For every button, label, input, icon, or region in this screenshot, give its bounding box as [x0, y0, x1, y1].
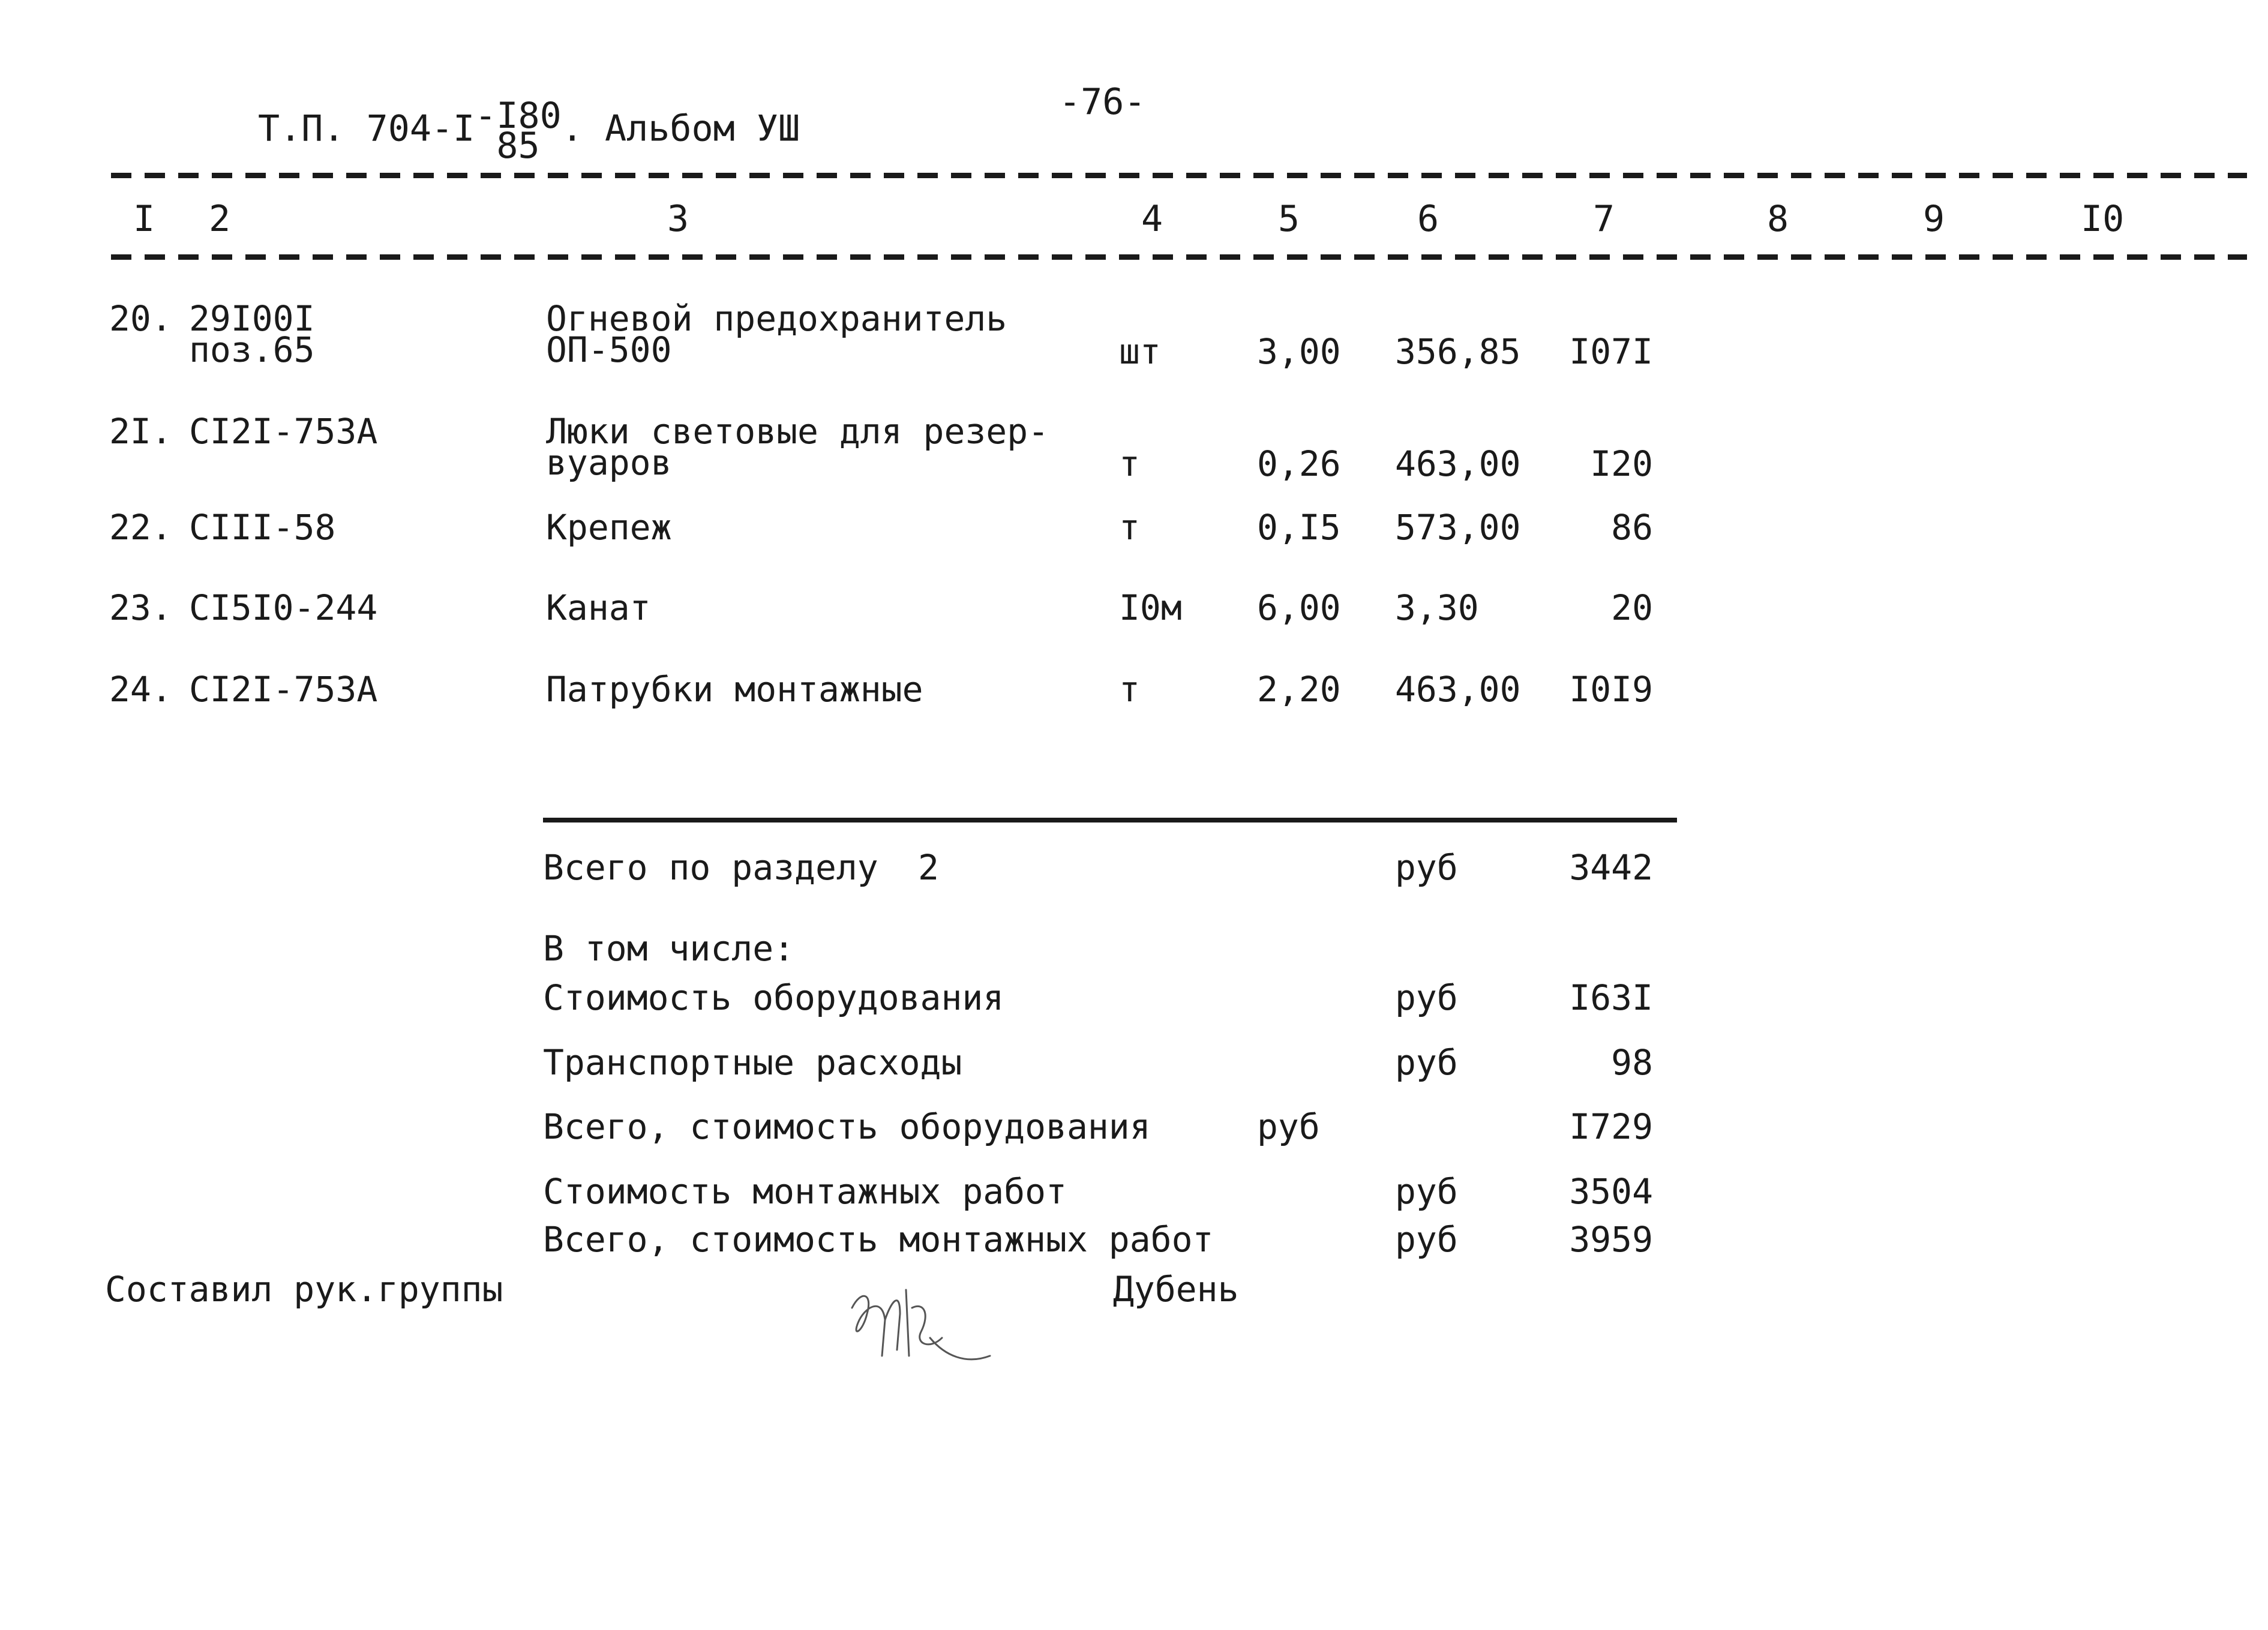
column-number: 3: [667, 198, 689, 240]
row-unit: шт: [1119, 331, 1161, 372]
summary-line-value: 3959: [1569, 1219, 1653, 1260]
section-total-value: 3442: [1569, 847, 1653, 888]
header-rule-top: [111, 173, 2247, 178]
row-price: 573,00: [1395, 507, 1521, 548]
column-number: 6: [1417, 198, 1439, 240]
row-name: Огневой предохранитель: [546, 298, 1007, 339]
row-name: Крепеж: [546, 507, 672, 548]
row-price: 463,00: [1395, 443, 1521, 484]
row-total: 20: [1611, 587, 1653, 628]
summary-line-label: Всего, стоимость оборудования: [543, 1106, 1151, 1147]
row-unit: т: [1119, 669, 1140, 710]
summary-line-value: I729: [1569, 1106, 1653, 1147]
row-code: CIII-58: [189, 507, 336, 548]
section-total-label: Всего по разделу: [543, 847, 878, 888]
row-price: 463,00: [1395, 669, 1521, 710]
doc-ref-numerator: -I80: [475, 95, 562, 137]
row-name: Патрубки монтажные: [546, 669, 923, 710]
row-number: 22.: [109, 507, 172, 548]
row-quantity: 2,20: [1257, 669, 1341, 710]
row-code-detail: поз.65: [189, 329, 315, 370]
summary-line-label: Стоимость монтажных работ: [543, 1171, 1067, 1212]
document-reference: Т.П. 704-I -I80 85 . Альбом УШ: [258, 95, 800, 167]
row-quantity: 6,00: [1257, 587, 1341, 628]
row-quantity: 3,00: [1257, 331, 1341, 372]
doc-ref-prefix: Т.П. 704-I: [258, 107, 475, 150]
page-number: -76-: [1059, 81, 1146, 123]
row-total: I07I: [1569, 331, 1653, 372]
summary-rule: [543, 818, 1677, 822]
row-number: 20.: [109, 298, 172, 339]
doc-ref-denominator: 85: [496, 125, 540, 167]
summary-line-label: Стоимость оборудования: [543, 977, 1004, 1018]
column-number: I: [133, 198, 155, 240]
row-number: 23.: [109, 587, 172, 628]
doc-ref-album: Альбом УШ: [604, 107, 800, 150]
row-name: Канат: [546, 587, 651, 628]
row-name-cont: ОП-500: [546, 329, 672, 370]
row-unit: I0м: [1119, 587, 1182, 628]
row-number: 24.: [109, 669, 172, 710]
row-price: 356,85: [1395, 331, 1521, 372]
row-quantity: 0,26: [1257, 443, 1341, 484]
row-unit: т: [1119, 507, 1140, 548]
row-unit: т: [1119, 443, 1140, 484]
section-number: 2: [918, 847, 939, 888]
row-code: CI2I-753A: [189, 411, 378, 452]
column-number: 4: [1141, 198, 1163, 240]
row-quantity: 0,I5: [1257, 507, 1341, 548]
row-code: CI2I-753A: [189, 669, 378, 710]
summary-line-label: Транспортные расходы: [543, 1042, 962, 1083]
row-name-cont: вуаров: [546, 442, 672, 483]
column-number: 2: [209, 198, 231, 240]
summary-line-unit: руб: [1395, 1219, 1458, 1260]
doc-ref-fraction: [475, 95, 562, 167]
row-code: CI5I0-244: [189, 587, 378, 628]
row-total: I20: [1590, 443, 1653, 484]
column-number: 7: [1593, 198, 1615, 240]
header-rule-bottom: [111, 254, 2247, 260]
row-name: Люки световые для резер-: [546, 411, 1049, 452]
summary-line-unit: руб: [1395, 1042, 1458, 1083]
row-total: 86: [1611, 507, 1653, 548]
compiler-surname: Дубень: [1113, 1269, 1239, 1310]
column-number: 9: [1923, 198, 1945, 240]
row-total: I0I9: [1569, 669, 1653, 710]
row-price: 3,30: [1395, 587, 1479, 628]
signature: [840, 1266, 1014, 1380]
summary-line-value: I63I: [1569, 977, 1653, 1018]
including-label: В том числе:: [543, 928, 795, 969]
row-code: 29I00I: [189, 298, 315, 339]
summary-line-unit: руб: [1395, 977, 1458, 1018]
summary-line-label: Всего, стоимость монтажных работ: [543, 1219, 1214, 1260]
summary-line-value: 3504: [1569, 1171, 1653, 1212]
compiled-by-label: Составил рук.группы: [105, 1269, 503, 1310]
section-total-unit: руб: [1395, 847, 1458, 888]
row-number: 2I.: [109, 411, 172, 452]
column-number: 5: [1278, 198, 1300, 240]
summary-line-unit: руб: [1257, 1106, 1320, 1147]
summary-line-value: 98: [1611, 1042, 1653, 1083]
column-number: 8: [1767, 198, 1789, 240]
column-number: I0: [2081, 198, 2125, 240]
summary-line-unit: руб: [1395, 1171, 1458, 1212]
